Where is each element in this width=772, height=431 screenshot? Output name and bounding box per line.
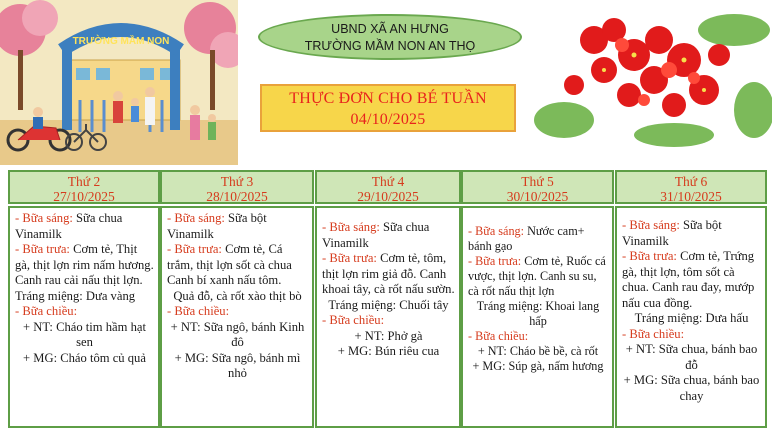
day-date: 29/10/2025 [357,189,419,204]
day-header [8,170,160,204]
lunch-item [322,251,455,298]
menu-title: THỰC ĐƠN CHO BÉ TUẦN [289,90,487,107]
day-name: Thứ 5 [521,174,554,189]
day-menu [461,206,614,428]
side-dish-text: Quả đỗ, cà rốt xào thịt bò [173,288,302,303]
red-flowers-photo [534,0,772,150]
lunch-text: Cơm tẻ, Thịt gà, thịt lợn rim nấm hương. Canh rau cải nấu thịt lợn. [15,242,154,287]
lunch-text: Cơm tẻ, Ruốc cá vược, thịt lợn. Canh su su, cà rốt nấu thịt lợn [468,254,606,298]
day-menu [8,206,160,428]
nt-afternoon-text: + NT: Sữa chua, bánh bao đỗ [625,342,758,372]
menu-week-date: 04/10/2025 [350,111,426,128]
breakfast-item [468,224,608,254]
day-date: 30/10/2025 [506,189,569,204]
lunch-label: - Bữa trưa: [468,254,522,268]
breakfast-text: Sữa chua Vinamilk [15,211,123,241]
breakfast-label: - Bữa sáng: [167,211,225,225]
day-date: 28/10/2025 [206,189,268,204]
nt-afternoon-text: + NT: Sữa ngô, bánh Kinh đô [170,319,305,349]
lunch-item [15,242,154,289]
breakfast-label: - Bữa sáng: [322,220,380,234]
breakfast-item [15,211,154,242]
day-date: 31/10/2025 [660,189,722,204]
breakfast-text: Nước cam+ bánh gạo [468,224,585,253]
nt-afternoon-text: + NT: Cháo bề bề, cà rốt [477,344,599,358]
lunch-label: - Bữa trưa: [322,251,377,265]
lunch-text: Cơm tẻ, Trứng gà, thịt lợn, tôm sốt cà chua. Canh rau đay, mướp nấu cua đồng. [622,249,755,310]
lunch-item [622,249,761,311]
day-name: Thứ 4 [371,174,405,189]
breakfast-item [622,218,761,249]
day-menu [315,206,461,428]
mg-afternoon-text: + MG: Súp gà, nấm hương [472,359,604,373]
dessert-text: Tráng miệng: Chuối tây [328,297,449,312]
school-name-banner [258,14,522,60]
breakfast-item [322,220,455,251]
afternoon-label: - Bữa chiều: [167,304,230,318]
day-name: Thứ 2 [67,174,101,189]
breakfast-label: - Bữa sáng: [15,211,73,225]
day-menu [615,206,767,428]
day-column-friday [615,170,767,428]
day-menu [160,206,314,428]
lunch-label: - Bữa trưa: [15,242,70,256]
day-column-wednesday [315,170,461,428]
dessert-text: Tráng miệng: Khoai lang hấp [476,299,600,328]
breakfast-item [167,211,308,242]
dessert-text: Tráng miệng: Dưa hấu [634,311,749,325]
day-date: 27/10/2025 [53,189,115,204]
day-column-tuesday [160,170,314,428]
nt-afternoon-text: + NT: Phở gà [354,328,423,343]
mg-afternoon-text: + MG: Cháo tôm củ quả [23,350,146,365]
lunch-text: Cơm tẻ, Cá trắm, thịt lợn sốt cà chua Canh bí xanh nấu tôm. [167,242,292,287]
breakfast-label: - Bữa sáng: [622,218,680,232]
school-gate-illustration [0,0,238,165]
mg-afternoon-text: + MG: Sữa chua, bánh bao chay [623,373,760,403]
day-column-thursday [461,170,614,428]
day-name: Thứ 3 [220,174,254,189]
mg-afternoon-text: + MG: Bún riêu cua [337,344,440,358]
lunch-item [167,242,308,289]
lunch-text: Cơm tẻ, tôm, thịt lợn rim giả đỗ. Canh khoai tây, cà rốt nấu sườn. [322,251,455,296]
afternoon-label: - Bữa chiều: [468,329,529,343]
lunch-item [468,254,608,299]
dessert-text: Tráng miệng: Dưa vàng [15,288,136,303]
nt-afternoon-text: + NT: Cháo tim hầm hạt sen [23,319,146,349]
day-header [461,170,614,204]
breakfast-text: Sữa bột Vinamilk [622,218,722,248]
breakfast-label: - Bữa sáng: [468,224,525,238]
menu-title-box [260,84,516,132]
district-name: UBND XÃ AN HƯNG [331,22,449,36]
mg-afternoon-text: + MG: Sữa ngô, bánh mì nhỏ [174,350,301,380]
day-name: Thứ 6 [674,174,708,189]
school-name: TRƯỜNG MẦM NON AN THỌ [304,39,476,53]
day-header [615,170,767,204]
lunch-label: - Bữa trưa: [622,249,677,263]
day-header [160,170,314,204]
school-sign-text: TRƯỜNG MẦM NON [72,36,170,47]
afternoon-label: - Bữa chiều: [15,304,78,318]
afternoon-label: - Bữa chiều: [622,326,685,341]
breakfast-text: Sữa chua Vinamilk [322,220,430,250]
lunch-label: - Bữa trưa: [167,242,222,256]
afternoon-label: - Bữa chiều: [322,313,385,327]
day-column-monday [8,170,160,428]
breakfast-text: Sữa bột Vinamilk [167,211,267,241]
day-header [315,170,461,204]
